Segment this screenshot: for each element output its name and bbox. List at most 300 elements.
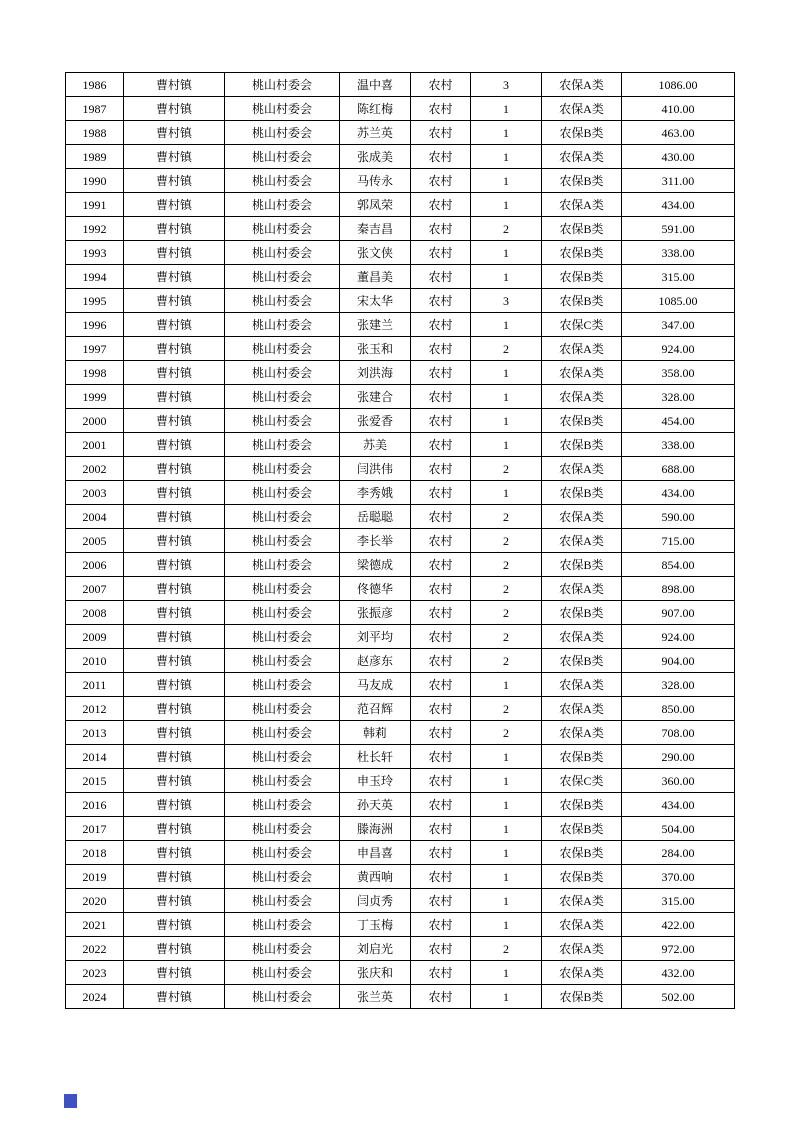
table-row xyxy=(66,793,735,817)
table-cell: 1 xyxy=(471,241,542,265)
table-cell: 宋太华 xyxy=(340,289,411,313)
table-cell: 秦吉昌 xyxy=(340,217,411,241)
table-cell: 农村 xyxy=(411,625,471,649)
table-cell: 1 xyxy=(471,193,542,217)
table-cell: 农村 xyxy=(411,769,471,793)
table-cell: 1 xyxy=(471,385,542,409)
table-cell: 农村 xyxy=(411,985,471,1009)
table-row xyxy=(66,553,735,577)
table-cell: 1 xyxy=(471,769,542,793)
table-cell: 434.00 xyxy=(622,193,735,217)
table-cell: 农保A类 xyxy=(542,913,622,937)
table-cell: 1999 xyxy=(66,385,124,409)
table-cell: 农保A类 xyxy=(542,73,622,97)
table-cell: 2005 xyxy=(66,529,124,553)
table-cell: 2009 xyxy=(66,625,124,649)
table-cell: 张兰英 xyxy=(340,985,411,1009)
table-cell: 桃山村委会 xyxy=(225,601,340,625)
table-cell: 1995 xyxy=(66,289,124,313)
table-cell: 桃山村委会 xyxy=(225,265,340,289)
table-row xyxy=(66,121,735,145)
table-cell: 463.00 xyxy=(622,121,735,145)
table-cell: 农保A类 xyxy=(542,697,622,721)
table-cell: 桃山村委会 xyxy=(225,553,340,577)
table-cell: 张玉和 xyxy=(340,337,411,361)
table-cell: 曹村镇 xyxy=(124,97,225,121)
table-cell: 曹村镇 xyxy=(124,361,225,385)
table-cell: 曹村镇 xyxy=(124,721,225,745)
table-cell: 曹村镇 xyxy=(124,961,225,985)
table-cell: 农保B类 xyxy=(542,409,622,433)
table-cell: 桃山村委会 xyxy=(225,361,340,385)
table-cell: 桃山村委会 xyxy=(225,505,340,529)
table-cell: 502.00 xyxy=(622,985,735,1009)
table-row xyxy=(66,697,735,721)
table-cell: 闫贞秀 xyxy=(340,889,411,913)
table-cell: 904.00 xyxy=(622,649,735,673)
table-cell: 1 xyxy=(471,97,542,121)
table-cell: 农村 xyxy=(411,889,471,913)
table-cell: 曹村镇 xyxy=(124,985,225,1009)
table-cell: 曹村镇 xyxy=(124,241,225,265)
table-cell: 刘启光 xyxy=(340,937,411,961)
table-cell: 1994 xyxy=(66,265,124,289)
table-cell: 桃山村委会 xyxy=(225,145,340,169)
table-cell: 曹村镇 xyxy=(124,409,225,433)
table-cell: 桃山村委会 xyxy=(225,961,340,985)
table-cell: 农保B类 xyxy=(542,817,622,841)
table-cell: 1 xyxy=(471,481,542,505)
table-cell: 347.00 xyxy=(622,313,735,337)
table-cell: 2 xyxy=(471,625,542,649)
table-cell: 2006 xyxy=(66,553,124,577)
table-cell: 2 xyxy=(471,529,542,553)
table-cell: 农保B类 xyxy=(542,793,622,817)
table-cell: 2015 xyxy=(66,769,124,793)
table-cell: 农保A类 xyxy=(542,721,622,745)
table-row xyxy=(66,769,735,793)
table-cell: 曹村镇 xyxy=(124,481,225,505)
table-cell: 1 xyxy=(471,913,542,937)
table-row xyxy=(66,385,735,409)
table-cell: 432.00 xyxy=(622,961,735,985)
table-cell: 2014 xyxy=(66,745,124,769)
table-cell: 曹村镇 xyxy=(124,793,225,817)
table-row xyxy=(66,97,735,121)
table-cell: 农村 xyxy=(411,121,471,145)
table-cell: 2 xyxy=(471,601,542,625)
table-cell: 曹村镇 xyxy=(124,73,225,97)
table-cell: 曹村镇 xyxy=(124,121,225,145)
table-cell: 桃山村委会 xyxy=(225,673,340,697)
table-cell: 马传永 xyxy=(340,169,411,193)
table-cell: 1 xyxy=(471,673,542,697)
table-row xyxy=(66,433,735,457)
table-cell: 杜长轩 xyxy=(340,745,411,769)
table-cell: 2018 xyxy=(66,841,124,865)
table-cell: 2010 xyxy=(66,649,124,673)
table-cell: 854.00 xyxy=(622,553,735,577)
table-cell: 曹村镇 xyxy=(124,217,225,241)
table-cell: 农村 xyxy=(411,793,471,817)
table-cell: 2016 xyxy=(66,793,124,817)
table-cell: 曹村镇 xyxy=(124,553,225,577)
table-cell: 曹村镇 xyxy=(124,769,225,793)
table-cell: 454.00 xyxy=(622,409,735,433)
table-cell: 农村 xyxy=(411,289,471,313)
table-cell: 农村 xyxy=(411,241,471,265)
table-cell: 赵彦东 xyxy=(340,649,411,673)
table-cell: 桃山村委会 xyxy=(225,313,340,337)
table-row xyxy=(66,529,735,553)
table-cell: 3 xyxy=(471,289,542,313)
table-cell: 农村 xyxy=(411,457,471,481)
table-cell: 328.00 xyxy=(622,673,735,697)
table-cell: 850.00 xyxy=(622,697,735,721)
table-cell: 2021 xyxy=(66,913,124,937)
table-row xyxy=(66,865,735,889)
table-cell: 农村 xyxy=(411,841,471,865)
table-row xyxy=(66,721,735,745)
table-cell: 1 xyxy=(471,865,542,889)
table-row xyxy=(66,961,735,985)
table-cell: 滕海洲 xyxy=(340,817,411,841)
table-cell: 张振彦 xyxy=(340,601,411,625)
table-cell: 2012 xyxy=(66,697,124,721)
table-cell: 2 xyxy=(471,457,542,481)
table-cell: 曹村镇 xyxy=(124,505,225,529)
table-cell: 284.00 xyxy=(622,841,735,865)
table-cell: 农村 xyxy=(411,265,471,289)
table-cell: 曹村镇 xyxy=(124,313,225,337)
table-cell: 1 xyxy=(471,985,542,1009)
table-cell: 桃山村委会 xyxy=(225,649,340,673)
table-cell: 农保A类 xyxy=(542,457,622,481)
table-cell: 370.00 xyxy=(622,865,735,889)
table-cell: 972.00 xyxy=(622,937,735,961)
table-cell: 张爱香 xyxy=(340,409,411,433)
table-cell: 桃山村委会 xyxy=(225,73,340,97)
table-cell: 2 xyxy=(471,937,542,961)
table-cell: 农保A类 xyxy=(542,337,622,361)
table-cell: 桃山村委会 xyxy=(225,481,340,505)
table-cell: 1987 xyxy=(66,97,124,121)
table-cell: 陈红梅 xyxy=(340,97,411,121)
table-cell: 桃山村委会 xyxy=(225,913,340,937)
table-cell: 农村 xyxy=(411,817,471,841)
table-cell: 农村 xyxy=(411,865,471,889)
table-cell: 1989 xyxy=(66,145,124,169)
table-cell: 曹村镇 xyxy=(124,625,225,649)
table-cell: 434.00 xyxy=(622,481,735,505)
table-cell: 898.00 xyxy=(622,577,735,601)
table-cell: 农村 xyxy=(411,961,471,985)
table-cell: 农村 xyxy=(411,601,471,625)
table-cell: 桃山村委会 xyxy=(225,241,340,265)
table-row xyxy=(66,481,735,505)
table-cell: 2011 xyxy=(66,673,124,697)
table-cell: 曹村镇 xyxy=(124,457,225,481)
table-cell: 1 xyxy=(471,817,542,841)
table-cell: 590.00 xyxy=(622,505,735,529)
table-cell: 桃山村委会 xyxy=(225,121,340,145)
table-cell: 农保B类 xyxy=(542,217,622,241)
table-cell: 2 xyxy=(471,697,542,721)
table-cell: 1998 xyxy=(66,361,124,385)
table-cell: 桃山村委会 xyxy=(225,337,340,361)
table-row xyxy=(66,193,735,217)
table-cell: 闫洪伟 xyxy=(340,457,411,481)
table-row xyxy=(66,817,735,841)
table-cell: 2000 xyxy=(66,409,124,433)
table-cell: 1085.00 xyxy=(622,289,735,313)
table-cell: 农保A类 xyxy=(542,961,622,985)
table-cell: 农保B类 xyxy=(542,265,622,289)
table-cell: 1 xyxy=(471,361,542,385)
table-cell: 1 xyxy=(471,433,542,457)
table-cell: 曹村镇 xyxy=(124,193,225,217)
table-row xyxy=(66,937,735,961)
table-cell: 2008 xyxy=(66,601,124,625)
table-cell: 1 xyxy=(471,265,542,289)
table-body xyxy=(66,73,735,1009)
table-cell: 430.00 xyxy=(622,145,735,169)
table-cell: 农保B类 xyxy=(542,553,622,577)
table-cell: 农村 xyxy=(411,745,471,769)
table-cell: 农保B类 xyxy=(542,745,622,769)
table-cell: 农村 xyxy=(411,505,471,529)
table-cell: 曹村镇 xyxy=(124,745,225,769)
table-cell: 2019 xyxy=(66,865,124,889)
table-cell: 曹村镇 xyxy=(124,265,225,289)
table-cell: 1 xyxy=(471,313,542,337)
table-cell: 曹村镇 xyxy=(124,601,225,625)
table-cell: 郭凤荣 xyxy=(340,193,411,217)
table-cell: 2004 xyxy=(66,505,124,529)
table-cell: 黄西响 xyxy=(340,865,411,889)
table-row xyxy=(66,457,735,481)
table-cell: 曹村镇 xyxy=(124,289,225,313)
table-cell: 农村 xyxy=(411,697,471,721)
table-cell: 328.00 xyxy=(622,385,735,409)
table-cell: 农保B类 xyxy=(542,649,622,673)
table-cell: 农村 xyxy=(411,481,471,505)
table-cell: 丁玉梅 xyxy=(340,913,411,937)
table-cell: 农保A类 xyxy=(542,577,622,601)
table-cell: 农保B类 xyxy=(542,481,622,505)
table-cell: 2 xyxy=(471,505,542,529)
table-cell: 马友成 xyxy=(340,673,411,697)
table-cell: 桃山村委会 xyxy=(225,169,340,193)
table-cell: 农保B类 xyxy=(542,121,622,145)
table-cell: 1 xyxy=(471,169,542,193)
table-cell: 2003 xyxy=(66,481,124,505)
table-cell: 曹村镇 xyxy=(124,673,225,697)
table-cell: 桃山村委会 xyxy=(225,385,340,409)
table-row xyxy=(66,985,735,1009)
table-cell: 1 xyxy=(471,841,542,865)
table-cell: 1 xyxy=(471,145,542,169)
table-cell: 2013 xyxy=(66,721,124,745)
table-cell: 农村 xyxy=(411,409,471,433)
table-cell: 温中喜 xyxy=(340,73,411,97)
table-row xyxy=(66,745,735,769)
table-cell: 358.00 xyxy=(622,361,735,385)
table-row xyxy=(66,601,735,625)
table-cell: 农村 xyxy=(411,361,471,385)
table-cell: 农村 xyxy=(411,529,471,553)
table-row xyxy=(66,313,735,337)
table-cell: 农保C类 xyxy=(542,769,622,793)
table-cell: 苏美 xyxy=(340,433,411,457)
table-cell: 农保A类 xyxy=(542,673,622,697)
table-cell: 曹村镇 xyxy=(124,529,225,553)
table-row xyxy=(66,409,735,433)
table-cell: 3 xyxy=(471,73,542,97)
table-cell: 曹村镇 xyxy=(124,697,225,721)
table-cell: 434.00 xyxy=(622,793,735,817)
table-cell: 农保B类 xyxy=(542,601,622,625)
table-cell: 1996 xyxy=(66,313,124,337)
table-cell: 农保C类 xyxy=(542,313,622,337)
table-cell: 924.00 xyxy=(622,337,735,361)
table-cell: 桃山村委会 xyxy=(225,577,340,601)
table-cell: 504.00 xyxy=(622,817,735,841)
table-cell: 715.00 xyxy=(622,529,735,553)
table-row xyxy=(66,217,735,241)
table-cell: 338.00 xyxy=(622,241,735,265)
table-cell: 农村 xyxy=(411,577,471,601)
table-cell: 刘洪海 xyxy=(340,361,411,385)
table-cell: 1993 xyxy=(66,241,124,265)
table-cell: 311.00 xyxy=(622,169,735,193)
table-cell: 708.00 xyxy=(622,721,735,745)
table-cell: 1990 xyxy=(66,169,124,193)
table-cell: 范召辉 xyxy=(340,697,411,721)
table-cell: 688.00 xyxy=(622,457,735,481)
table-cell: 农保B类 xyxy=(542,433,622,457)
table-cell: 桃山村委会 xyxy=(225,793,340,817)
table-cell: 1 xyxy=(471,793,542,817)
table-cell: 2017 xyxy=(66,817,124,841)
table-row xyxy=(66,337,735,361)
table-cell: 农保A类 xyxy=(542,97,622,121)
table-cell: 907.00 xyxy=(622,601,735,625)
table-cell: 360.00 xyxy=(622,769,735,793)
table-row xyxy=(66,841,735,865)
table-cell: 2 xyxy=(471,337,542,361)
table-cell: 桃山村委会 xyxy=(225,97,340,121)
table-row xyxy=(66,289,735,313)
table-cell: 农村 xyxy=(411,721,471,745)
table-cell: 李长举 xyxy=(340,529,411,553)
table-cell: 苏兰英 xyxy=(340,121,411,145)
table-cell: 曹村镇 xyxy=(124,865,225,889)
table-cell: 曹村镇 xyxy=(124,145,225,169)
table-cell: 桃山村委会 xyxy=(225,817,340,841)
table-cell: 315.00 xyxy=(622,265,735,289)
table-cell: 2 xyxy=(471,577,542,601)
table-cell: 桃山村委会 xyxy=(225,697,340,721)
table-cell: 佟德华 xyxy=(340,577,411,601)
table-cell: 桃山村委会 xyxy=(225,721,340,745)
table-cell: 曹村镇 xyxy=(124,889,225,913)
table-cell: 2020 xyxy=(66,889,124,913)
table-cell: 农村 xyxy=(411,217,471,241)
table-cell: 桃山村委会 xyxy=(225,769,340,793)
table-cell: 农村 xyxy=(411,97,471,121)
table-cell: 农村 xyxy=(411,193,471,217)
table-cell: 农村 xyxy=(411,433,471,457)
table-cell: 1 xyxy=(471,745,542,769)
table-cell: 1988 xyxy=(66,121,124,145)
table-cell: 1986 xyxy=(66,73,124,97)
blue-corner-marker xyxy=(64,1094,77,1108)
table-cell: 申玉玲 xyxy=(340,769,411,793)
table-row xyxy=(66,145,735,169)
table-cell: 孙天英 xyxy=(340,793,411,817)
table-cell: 桃山村委会 xyxy=(225,289,340,313)
table-cell: 农村 xyxy=(411,937,471,961)
subsidy-table xyxy=(65,72,735,1009)
table-cell: 农村 xyxy=(411,649,471,673)
table-cell: 农保A类 xyxy=(542,625,622,649)
table-row xyxy=(66,577,735,601)
table-cell: 农村 xyxy=(411,553,471,577)
table-cell: 338.00 xyxy=(622,433,735,457)
table-cell: 桃山村委会 xyxy=(225,889,340,913)
table-row xyxy=(66,361,735,385)
table-cell: 2001 xyxy=(66,433,124,457)
table-cell: 2002 xyxy=(66,457,124,481)
table-row xyxy=(66,73,735,97)
table-cell: 李秀娥 xyxy=(340,481,411,505)
table-cell: 农村 xyxy=(411,337,471,361)
table-cell: 1992 xyxy=(66,217,124,241)
table-cell: 曹村镇 xyxy=(124,169,225,193)
table-cell: 桃山村委会 xyxy=(225,217,340,241)
table-cell: 桃山村委会 xyxy=(225,985,340,1009)
table-cell: 290.00 xyxy=(622,745,735,769)
table-cell: 农保A类 xyxy=(542,937,622,961)
table-cell: 2 xyxy=(471,649,542,673)
table-row xyxy=(66,649,735,673)
table-cell: 591.00 xyxy=(622,217,735,241)
table-row xyxy=(66,913,735,937)
table-row xyxy=(66,889,735,913)
table-cell: 桃山村委会 xyxy=(225,865,340,889)
table-cell: 桃山村委会 xyxy=(225,745,340,769)
table-cell: 315.00 xyxy=(622,889,735,913)
table-cell: 2 xyxy=(471,721,542,745)
table-cell: 农保A类 xyxy=(542,385,622,409)
table-cell: 农保A类 xyxy=(542,193,622,217)
table-cell: 农保B类 xyxy=(542,289,622,313)
table-cell: 2023 xyxy=(66,961,124,985)
table-cell: 桃山村委会 xyxy=(225,625,340,649)
table-cell: 桃山村委会 xyxy=(225,457,340,481)
table-cell: 1997 xyxy=(66,337,124,361)
table-cell: 1 xyxy=(471,409,542,433)
table-cell: 1 xyxy=(471,121,542,145)
table-row xyxy=(66,241,735,265)
table-cell: 2024 xyxy=(66,985,124,1009)
table-cell: 张文侠 xyxy=(340,241,411,265)
table-cell: 曹村镇 xyxy=(124,577,225,601)
table-cell: 924.00 xyxy=(622,625,735,649)
table-cell: 2022 xyxy=(66,937,124,961)
table-cell: 桃山村委会 xyxy=(225,433,340,457)
